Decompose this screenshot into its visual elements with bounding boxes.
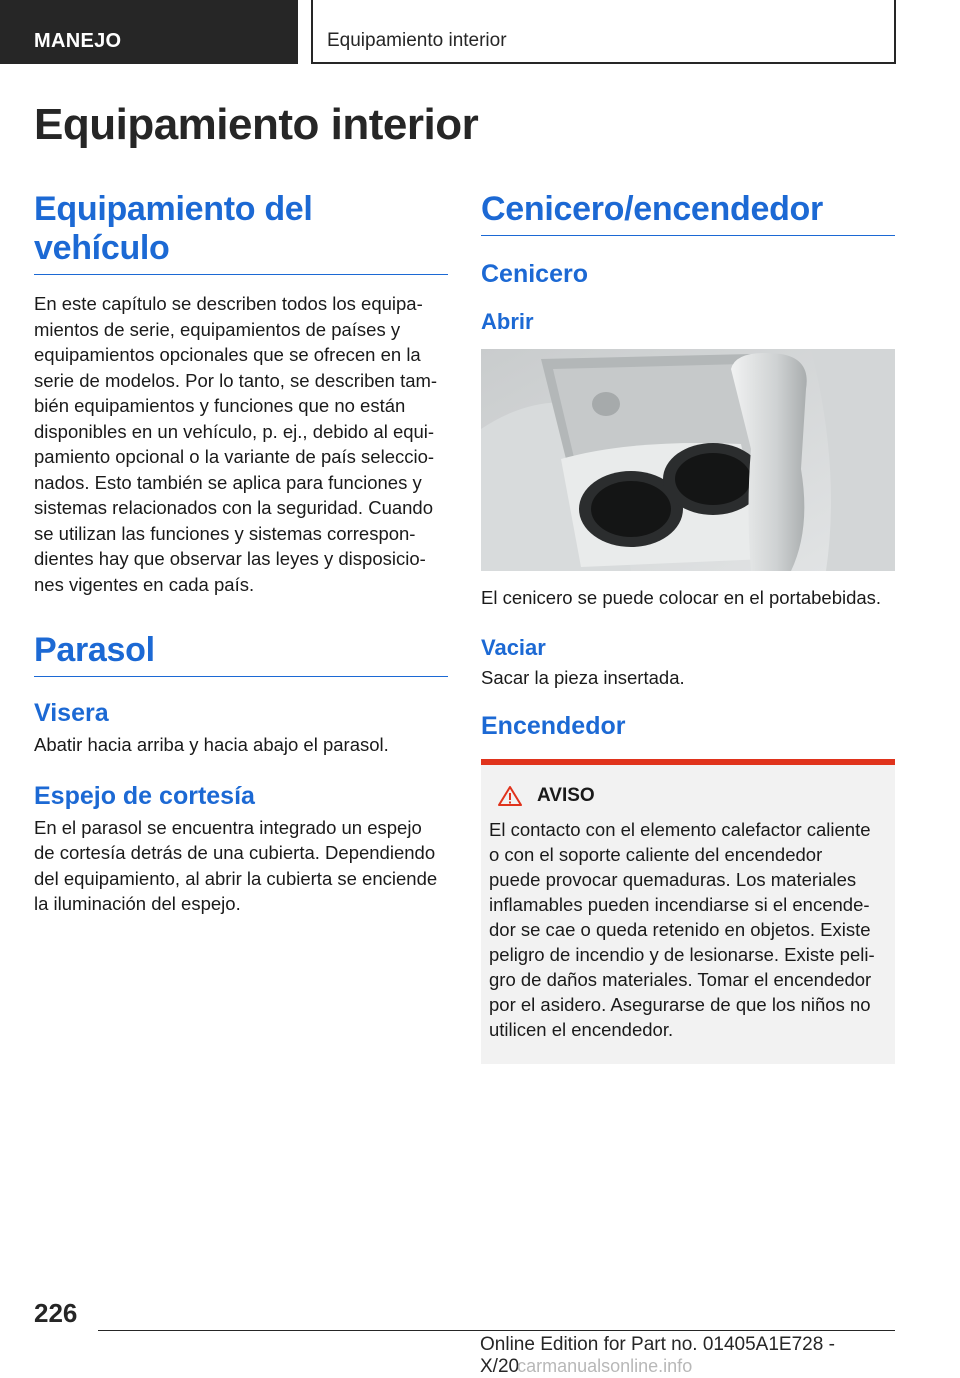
right-column [481,190,895,1064]
text-line: peligro de incendio y de lesionarse. Existe peli- [489,944,875,965]
text-line: equipamientos opcionales que se ofrecen en la [34,344,421,365]
text-line: puede provocar quemaduras. Los materiales [489,869,857,890]
footer-edition [480,1334,960,1378]
text-line: del equipamiento, al abrir la cubierta se enciende [34,867,438,889]
page-number: 226 [34,1298,78,1328]
footer-divider [98,1330,895,1331]
espejo-text [34,815,448,917]
warning-triangle-icon [497,785,523,807]
parasol-heading: Parasol [34,631,448,677]
vehicle-equipment-text [34,291,448,597]
chapter-title-tab: Equipamiento interior [311,0,896,64]
text-line: o con el soporte caliente del encendedor [489,844,823,865]
page-title: Equipamiento interior [34,100,479,149]
warning-title: AVISO [537,785,595,806]
text-line: bién equipamientos y funciones que no están [34,395,406,416]
vaciar-heading: Vaciar [481,634,546,660]
text-line: gro de daños materiales. Tomar el encendedor [489,969,872,990]
left-column [34,190,448,917]
text-line: pamiento opcional o la variante de país seleccio- [34,446,435,467]
text-line: nes vigentes en cada país. [34,573,255,595]
text-line: serie de modelos. Por lo tanto, se describen tam- [34,369,438,391]
text-line: por el asidero. Asegurarse de que los niños no [489,994,871,1015]
warning-box [481,765,895,1064]
text-line: disponibles en un vehículo, p. ej., debido al equi- [34,420,435,442]
text-line: nados. Esto también se aplica para funciones y [34,471,422,493]
cenicero-heading: Cenicero [481,260,588,288]
warning-header [497,785,887,807]
text-line: de cortesía detrás de una cubierta. Dependiendo [34,842,436,863]
espejo-heading: Espejo de cortesía [34,781,255,810]
text-line: la iluminación del espejo. [34,893,241,914]
abrir-heading: Abrir [481,309,534,334]
text-line: dor se cae o queda retenido en objetos. Existe [489,919,871,940]
edition-text: Online Edition for Part no. 01405A1E728 - X/20 [480,1334,835,1377]
text-line: En el parasol se encuentra integrado un espejo [34,816,422,838]
text-line: En este capítulo se describen todos los equipa- [34,293,423,314]
text-line: se utilizan las funciones y sistemas correspon- [34,522,416,544]
text-line: inflamables pueden incendiarse si el encende- [489,894,870,915]
visera-text: Abatir hacia arriba y hacia abajo el parasol. [34,734,389,755]
visera-heading: Visera [34,699,109,727]
brand-watermark: carmanualsonline.info [517,1356,693,1376]
text-line: dientes hay que observar las leyes y disposicio- [34,548,426,569]
vaciar-text: Sacar la pieza insertada. [481,666,685,688]
text-line: utilicen el encendedor. [489,1019,674,1040]
vehicle-equipment-heading: Equipamiento del vehículo [34,190,448,275]
cupholder-ashtray-image [481,349,895,571]
ashtray-lighter-heading: Cenicero/encendedor [481,190,895,236]
text-line: El contacto con el elemento calefactor caliente [489,819,871,840]
abrir-text: El cenicero se puede colocar en el portabebidas. [481,587,882,608]
encendedor-heading: Encendedor [481,712,626,740]
section-tab: MANEJO [0,0,298,64]
text-line: sistemas relacionados con la seguridad. Cuando [34,497,434,518]
text-line: mientos de serie, equipamientos de países y [34,318,401,340]
